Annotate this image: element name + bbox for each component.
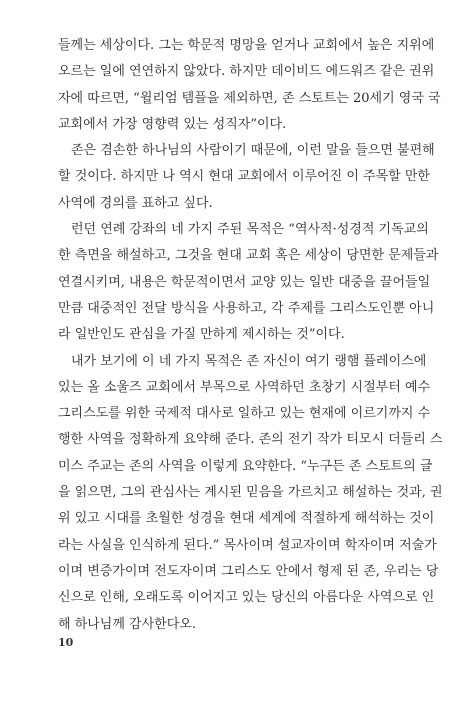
- text-line: 신으로 인해, 오래도록 이어지고 있는 당신의 아름다운 사역으로 인: [58, 590, 435, 606]
- text-line: 연결시키며, 내용은 학문적이면서 교양 있는 일반 대중을 끌어들일: [58, 274, 431, 290]
- text-line: 사역에 경의를 표하고 싶다.: [58, 195, 213, 211]
- text-line: 들께는 세상이다. 그는 학문적 명망을 얻거나 교회에서 높은 지위에: [58, 38, 435, 53]
- text-line: 행한 사역을 정확하게 요약해 준다. 존의 전기 작가 티모시 더들리 스: [58, 432, 443, 448]
- text-line: 자에 따르면, “윌리엄 템플을 제외하면, 존 스토트는 20세기 영국 국: [58, 90, 441, 106]
- text-line: 을 읽으면, 그의 관심사는 계시된 믿음을 가르치고 해설하는 것과, 권: [58, 485, 443, 501]
- text-line: 미스 주교는 존의 사역을 이렇게 요약한다. “누구든 존 스토트의 글: [58, 458, 433, 474]
- paragraph: [58, 138, 435, 217]
- text-line: 오르는 일에 연연하지 않았다. 하지만 데이비드 에드워즈 같은 권위: [58, 64, 435, 80]
- body-text: [58, 33, 443, 638]
- paragraph: [58, 217, 439, 348]
- text-line: 할 것이다. 하지만 나 역시 현대 교회에서 이루어진 이 주목할 만한: [58, 169, 430, 185]
- paragraph: [58, 349, 443, 638]
- text-line: 그리스도를 위한 국제적 대사로 일하고 있는 현재에 이르기까지 수: [58, 406, 431, 422]
- paragraph: [58, 33, 441, 138]
- page-number: 10: [58, 636, 74, 649]
- text-line: 라는 사실을 인식하게 된다.” 목사이며 설교자이며 학자이며 저술가: [58, 537, 437, 553]
- text-line: 라 일반인도 관심을 가질 만하게 제시하는 것”이다.: [58, 327, 345, 343]
- text-line: 런던 연례 강좌의 네 가지 주된 목적은 “역사적·성경적 기독교의: [71, 222, 429, 238]
- text-line: 한 측면을 해설하고, 그것을 현대 교회 혹은 세상이 당면한 문제들과: [58, 248, 439, 264]
- text-line: 만큼 대중적인 전달 방식을 사용하고, 각 주제를 그리스도인뿐 아니: [58, 300, 435, 316]
- text-line: 있는 올 소울즈 교회에서 부목으로 사역하던 초창기 시절부터 예수: [58, 379, 431, 395]
- text-line: 위 있고 시대를 초월한 성경을 현대 세계에 적절하게 해석하는 것이: [58, 511, 435, 527]
- text-line: 내가 보기에 이 네 가지 목적은 존 자신이 여기 랭햄 플레이스에: [71, 353, 427, 369]
- text-line: 이며 변증가이며 전도자이며 그리스도 안에서 형제 된 존, 우리는 당: [58, 563, 439, 579]
- text-line: 해 하나님께 감사한다오.: [58, 616, 196, 632]
- text-line: 존은 겸손한 하나님의 사람이기 때문에, 이런 말을 들으면 불편해: [71, 143, 435, 159]
- text-line: 교회에서 가장 영향력 있는 성직자”이다.: [58, 116, 287, 132]
